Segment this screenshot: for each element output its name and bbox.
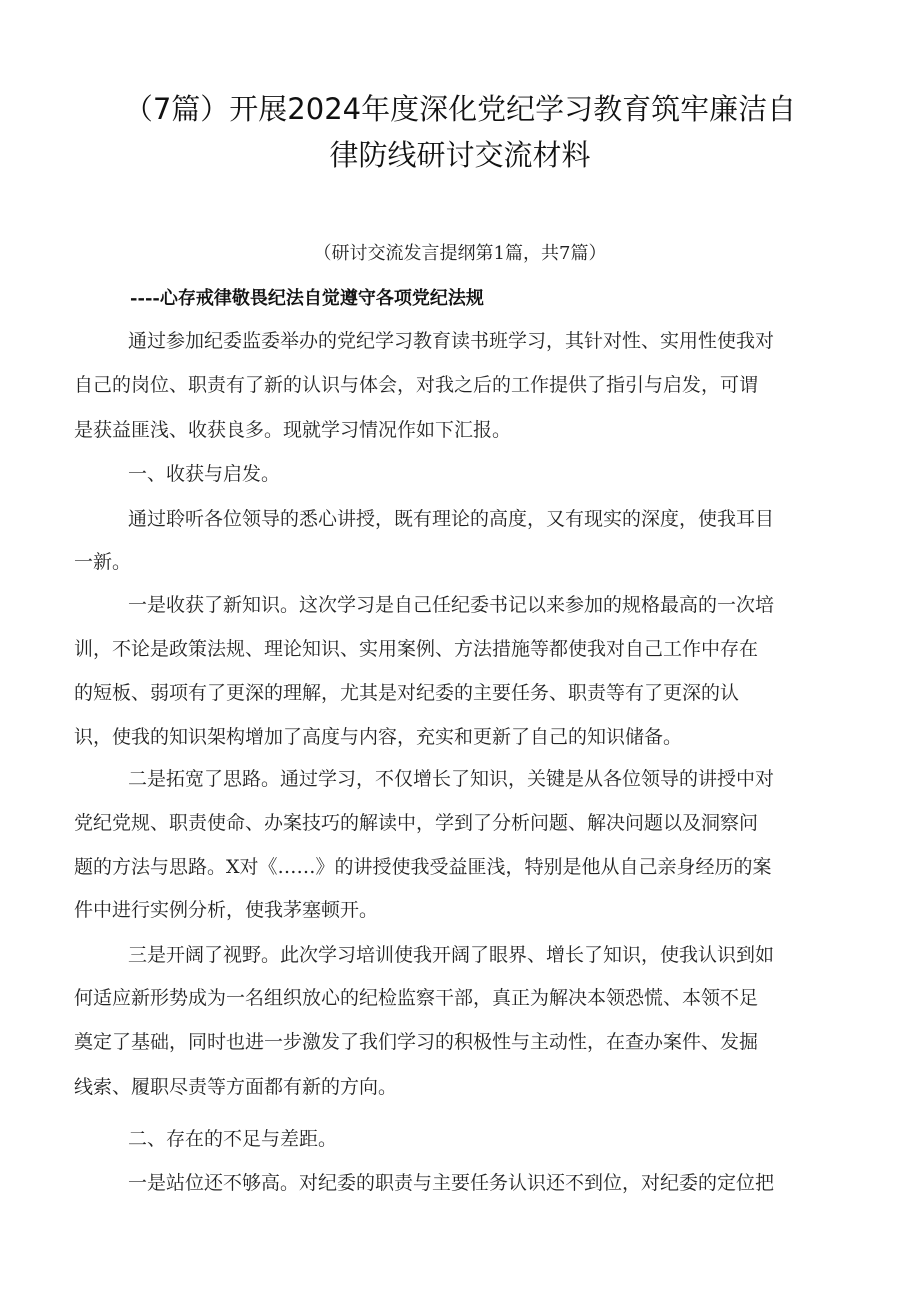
paragraph-line: 一是收获了新知识。这次学习是自己任纪委书记以来参加的规格最高的一次培 [128,594,775,616]
document-title-line-1: （7篇）开展2024年度深化党纪学习教育筑牢廉洁自 [123,92,797,126]
paragraph-line: 自己的岗位、职责有了新的认识与体会，对我之后的工作提供了指引与启发，可谓 [74,374,759,396]
document-subtitle: （研讨交流发言提纲第1篇，共7篇） [313,243,607,264]
paragraph-line: 奠定了基础，同时也进一步激发了我们学习的积极性与主动性，在查办案件、发掘 [74,1031,759,1053]
section-heading: 一、收获与启发。 [128,463,281,485]
document-topic-heading: ----心存戒律敬畏纪法自觉遵守各项党纪法规 [130,288,484,309]
paragraph-line: 通过参加纪委监委举办的党纪学习教育读书班学习，其针对性、实用性使我对 [128,330,775,352]
section-heading: 二、存在的不足与差距。 [128,1128,338,1150]
paragraph-line: 训，不论是政策法规、理论知识、实用案例、方法措施等都使我对自己工作中存在 [74,638,759,660]
paragraph-line: 线索、履职尽责等方面都有新的方向。 [74,1076,398,1098]
paragraph-line: 一新。 [74,551,132,573]
paragraph-line: 三是开阔了视野。此次学习培训使我开阔了眼界、增长了知识，使我认识到如 [128,944,775,966]
document-title-line-2: 律防线研讨交流材料 [329,138,591,172]
paragraph-line: 一是站位还不够高。对纪委的职责与主要任务认识还不到位，对纪委的定位把 [128,1172,775,1194]
paragraph-line: 何适应新形势成为一名组织放心的纪检监察干部，真正为解决本领恐慌、本领不足 [74,987,759,1009]
paragraph-line: 通过聆听各位领导的悉心讲授，既有理论的高度，又有现实的深度，使我耳目 [128,508,775,530]
paragraph-line: 党纪党规、职责使命、办案技巧的解读中，学到了分析问题、解决问题以及洞察问 [74,812,759,834]
paragraph-line: 二是拓宽了思路。通过学习，不仅增长了知识，关键是从各位领导的讲授中对 [128,768,775,790]
paragraph-line: 识，使我的知识架构增加了高度与内容，充实和更新了自己的知识储备。 [74,726,683,748]
paragraph-line: 的短板、弱项有了更深的理解，尤其是对纪委的主要任务、职责等有了更深的认 [74,682,740,704]
paragraph-line: 件中进行实例分析，使我茅塞顿开。 [74,899,379,921]
paragraph-line: 是获益匪浅、收获良多。现就学习情况作如下汇报。 [74,419,512,441]
paragraph-line: 题的方法与思路。X对《……》的讲授使我受益匪浅，特别是他从自己亲身经历的案 [74,856,772,878]
